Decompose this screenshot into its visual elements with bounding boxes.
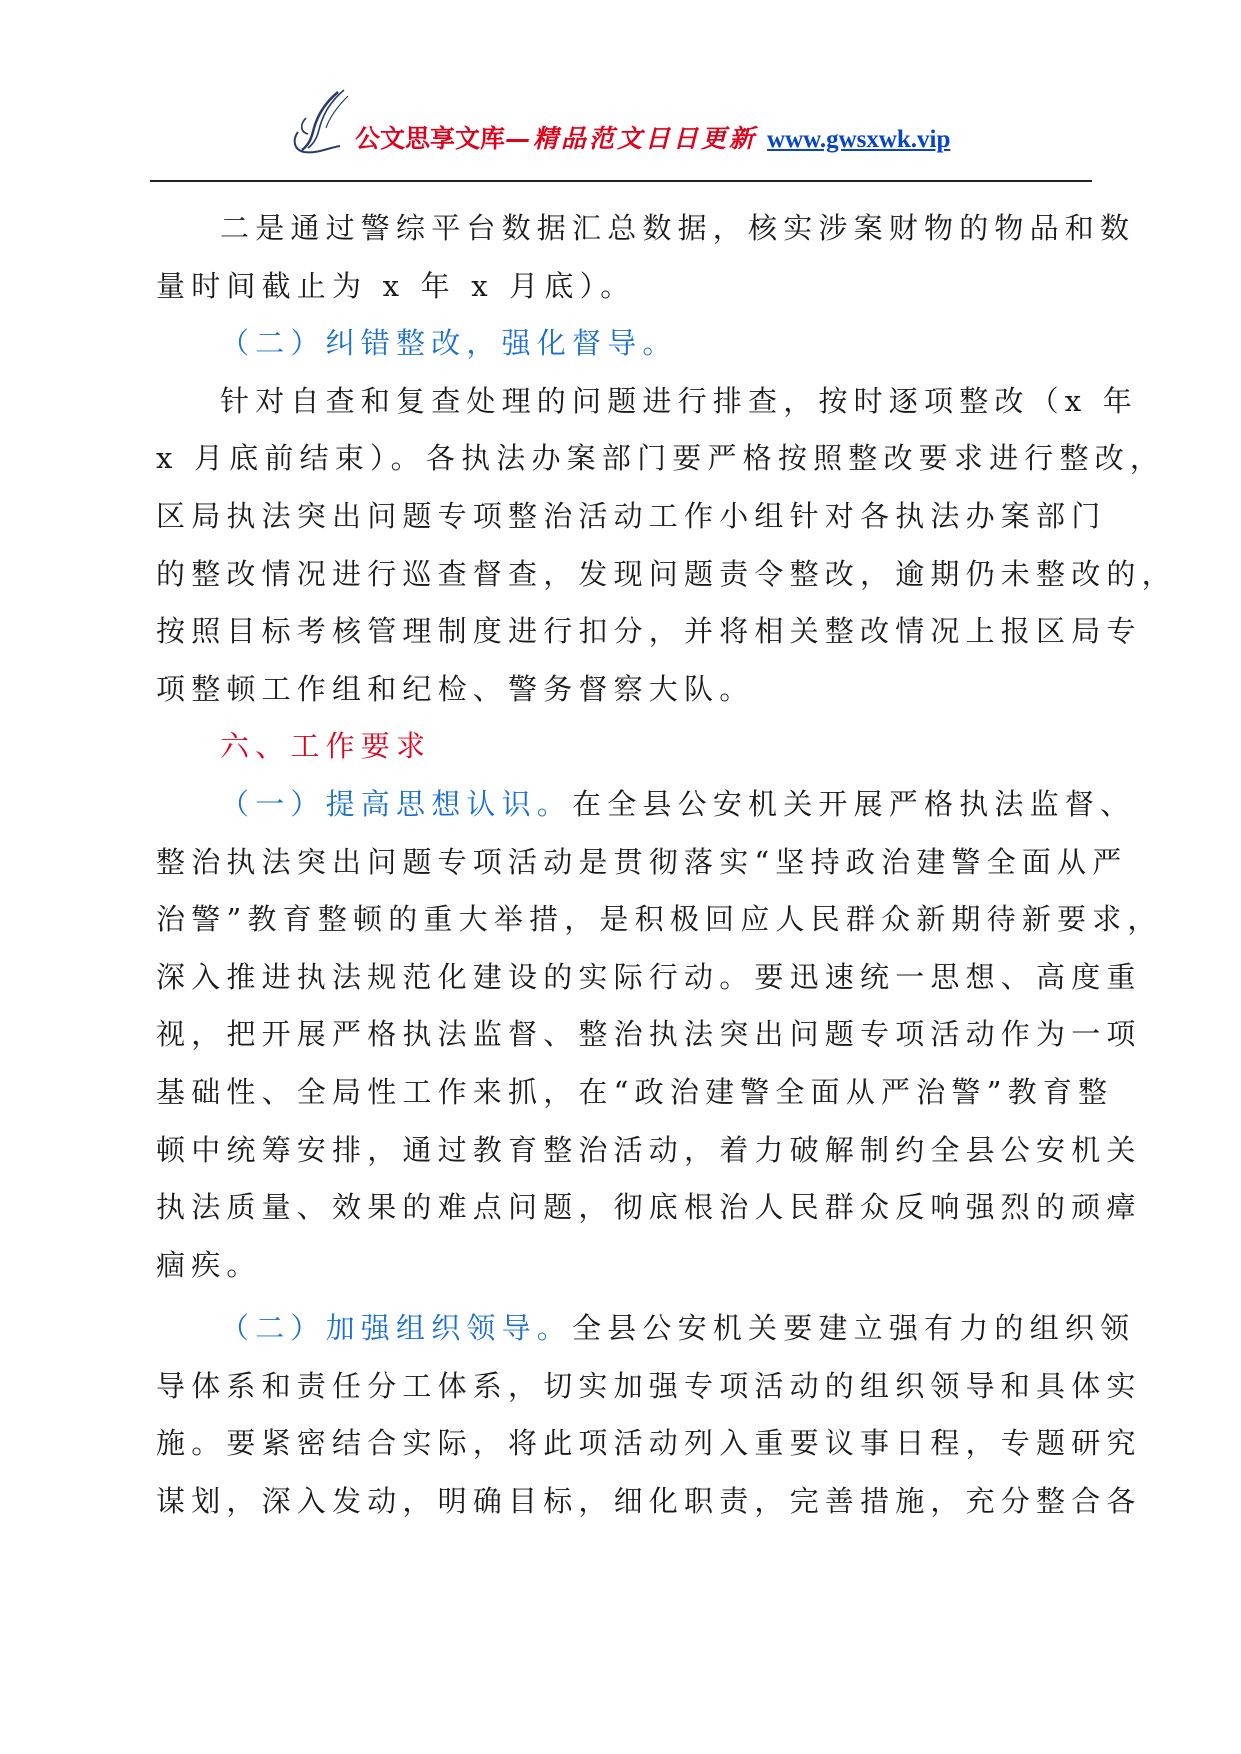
section-heading-text: 六、工作要求: [220, 729, 432, 764]
text-line: 深入推进执法规范化建设的实际行动。要迅速统一思想、高度重: [156, 959, 1142, 994]
paragraph-awareness: [156, 776, 1163, 1294]
text-line: x 月底前结束）。各执法办案部门要严格按照整改要求进行整改，: [156, 441, 1166, 476]
text-line: [156, 1300, 1136, 1358]
subheading-inline: （一）提高思想认识。: [220, 786, 573, 821]
subheading-inline: （二）加强组织领导。: [220, 1311, 573, 1346]
text-line: 量时间截止为 x 年 x 月底）。: [156, 268, 636, 303]
text-line: 痼疾。: [156, 1247, 262, 1282]
paragraph-rectification: [156, 373, 1177, 719]
text-inline: 全县公安机关要建立强有力的组织领: [572, 1311, 1136, 1346]
text-line: 执法质量、效果的难点问题，彻底根治人民群众反响强烈的顽瘴: [156, 1190, 1142, 1225]
paragraph-leadership: [156, 1300, 1142, 1530]
text-line: 导体系和责任分工体系，切实加强专项活动的组织领导和具体实: [156, 1368, 1142, 1403]
text-line: 顿中统筹安排，通过教育整治活动，着力破解制约全县公安机关: [156, 1132, 1142, 1167]
text-line: 施。要紧密结合实际，将此项活动列入重要议事日程，专题研究: [156, 1426, 1142, 1461]
subheading-text: （二）纠错整改，强化督导。: [220, 326, 678, 361]
header-tagline: —精品范文日日更新: [505, 124, 758, 153]
text-line: 二是通过警综平台数据汇总数据，核实涉案财物的物品和数: [220, 211, 1136, 245]
header-divider: [150, 180, 1092, 182]
section-heading-requirements: [156, 718, 1086, 776]
text-line: 基础性、全局性工作来抓，在“政治建警全面从严治警”教育整: [156, 1074, 1114, 1109]
text-line: [156, 776, 1136, 834]
paragraph-data-verification: [156, 200, 1136, 315]
subheading-rectification: [156, 315, 1086, 373]
text-line: 项整顿工作组和纪检、警务督察大队。: [156, 671, 755, 706]
brand-name: 公文思享文库: [355, 124, 506, 153]
quill-pen-logo-icon: [288, 88, 354, 158]
text-line: 治警”教育整顿的重大举措，是积极回应人民群众新期待新要求，: [156, 902, 1163, 937]
text-line: 整治执法突出问题专项活动是贯彻落实“坚持政治建警全面从严: [156, 844, 1128, 879]
text-line: 按照目标考核管理制度进行扣分，并将相关整改情况上报区局专: [156, 614, 1142, 649]
document-body: [156, 200, 1177, 1531]
website-link[interactable]: www.gwsxwk.vip: [767, 126, 951, 153]
text-line: 针对自查和复查处理的问题进行排查，按时逐项整改（x 年: [220, 383, 1138, 418]
text-line: 视，把开展严格执法监督、整治执法突出问题专项活动作为一项: [156, 1017, 1142, 1052]
header-title: [355, 122, 950, 157]
text-line: 的整改情况进行巡查督查，发现问题责令整改，逾期仍未整改的，: [156, 556, 1177, 591]
text-line: 区局执法突出问题专项整治活动工作小组针对各执法办案部门: [156, 498, 1107, 533]
page-header: [150, 82, 1090, 182]
text-inline: 在全县公安机关开展严格执法监督、: [572, 786, 1136, 821]
text-line: 谋划，深入发动，明确目标，细化职责，完善措施，充分整合各: [156, 1484, 1142, 1519]
